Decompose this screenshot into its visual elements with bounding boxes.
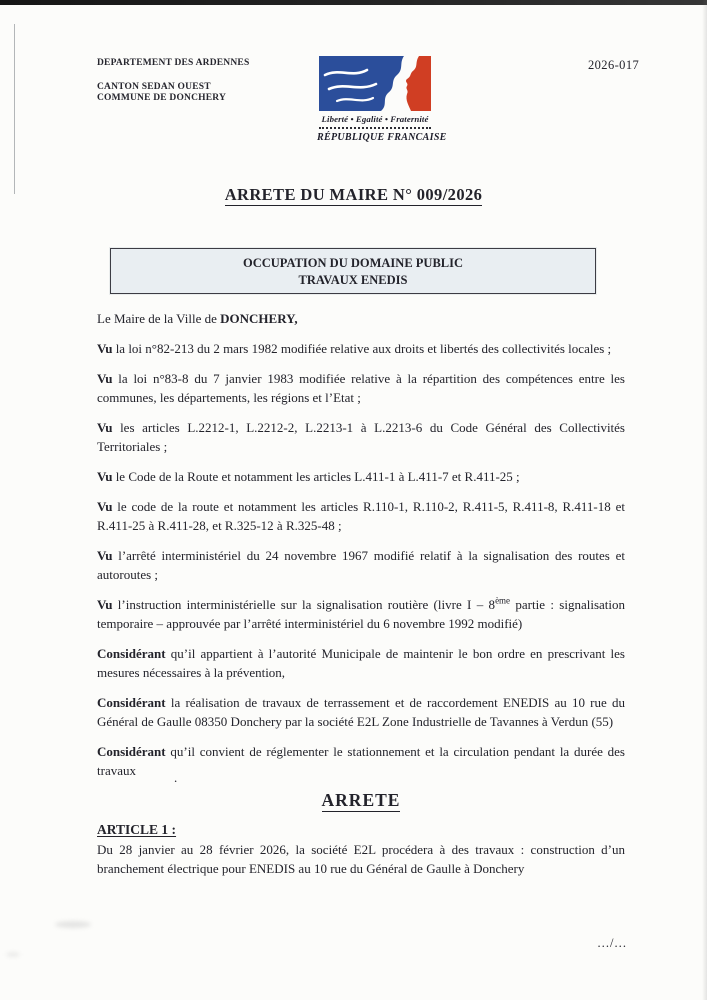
- logo-motto: Liberté • Egalité • Fraternité: [321, 114, 429, 124]
- vu-clause: Vu la loi n°83-8 du 7 janvier 1983 modifiée relative à la répartition des compétences entre les communes, les départements, les régions et l’Etat ;: [97, 371, 625, 405]
- issuer-block: [97, 58, 249, 104]
- scan-edge-artifact-right: [702, 0, 707, 1000]
- subject-line-2: TRAVAUX ENEDIS: [298, 272, 408, 287]
- document-title: ARRETE DU MAIRE N° 009/2026: [224, 185, 483, 204]
- considerant-clause: Considérant la réalisation de travaux de terrassement et de raccordement ENEDIS au 10 rue du Général de Gaulle 08350 Donchery par la société E2L Zone Industrielle de Tavannes à Verdun (55): [97, 695, 625, 729]
- considerant-clause: Considérant qu’il appartient à l’autorité Municipale de maintenir le bon ordre en prescrivant les mesures nécessaires à la prévention,: [97, 646, 625, 680]
- document-reference: 2026-017: [588, 58, 640, 72]
- stray-period-mark: .: [174, 770, 178, 785]
- commune-label: COMMUNE DE DONCHERY: [97, 93, 227, 103]
- marianne-flag-icon: [319, 56, 431, 111]
- vu-clause-instruction: Vu l’instruction interministérielle sur la signalisation routière (livre I – 8ème partie : signalisation temporaire – approuvée par l’arrêté interministériel du 6 novembre 1992 modifié): [97, 595, 625, 631]
- scan-smudge: [6, 952, 20, 957]
- vu-clause: Vu le Code de la Route et notamment les articles L.411-1 à L.411-7 et R.411-25 ;: [97, 469, 520, 484]
- vu-clause: Vu le code de la route et notamment les articles R.110-1, R.110-2, R.411-5, R.411-8, R.411-18 et R.411-25 à R.411-28, et R.325-12 à R.325-48 ;: [97, 499, 625, 533]
- document-body: [97, 309, 625, 878]
- article-1-text: Du 28 janvier au 28 février 2026, la société E2L procédera à des travaux : construction d’un branchement électrique pour ENEDIS au 10 rue du Général de Gaulle à Donchery: [97, 842, 625, 876]
- scan-fold-line: [14, 24, 15, 194]
- scan-edge-artifact-top: [0, 0, 707, 5]
- scan-smudge: [55, 921, 91, 928]
- logo-dotted-rule: [319, 127, 431, 129]
- department-label: DEPARTEMENT DES ARDENNES: [97, 58, 250, 68]
- article-1-heading: ARTICLE 1 :: [97, 822, 177, 837]
- superscript-eme: ème: [495, 595, 511, 606]
- vu-clause: Vu l’arrêté interministériel du 24 novembre 1967 modifié relatif à la signalisation des routes et autoroutes ;: [97, 548, 625, 582]
- considerant-clause: Considérant qu’il convient de réglementer le stationnement et la circulation pendant la durée des travaux: [97, 744, 625, 778]
- arrete-section-heading: ARRETE: [321, 790, 401, 810]
- intro-line: Le Maire de la Ville de DONCHERY,: [97, 311, 298, 326]
- subject-box: [110, 248, 596, 294]
- logo-republic-label: RÉPUBLIQUE FRANCAISE: [317, 132, 447, 143]
- republique-francaise-logo: [317, 56, 447, 143]
- vu-clause: Vu les articles L.2212-1, L.2212-2, L.2213-1 à L.2213-6 du Code Général des Collectivités Territoriales ;: [97, 420, 625, 454]
- continuation-mark: …/…: [597, 936, 627, 950]
- vu-clause: Vu la loi n°82-213 du 2 mars 1982 modifiée relative aux droits et libertés des collectivités locales ;: [97, 341, 612, 356]
- commune-name-bold: DONCHERY,: [220, 311, 298, 326]
- canton-label: CANTON SEDAN OUEST: [97, 82, 211, 92]
- subject-line-1: OCCUPATION DU DOMAINE PUBLIC: [242, 256, 464, 270]
